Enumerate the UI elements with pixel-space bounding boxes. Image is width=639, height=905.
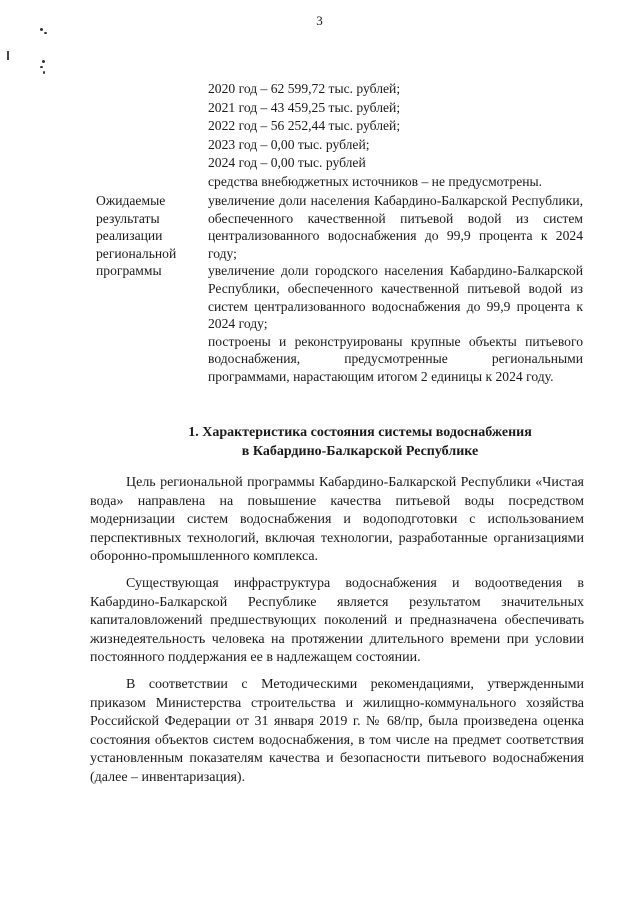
expected-result-item: построены и реконструированы крупные объекты питьевого водоснабжения, предусмотренные региональными программами, нарастающим итогом 2 единицы к 2024 году. xyxy=(208,333,583,384)
funding-line: 2023 год – 0,00 тыс. рублей; xyxy=(208,136,370,152)
body-paragraph: Существующая инфраструктура водоснабжения и водоотведения в Кабардино-Балкарской Республике является результатом значительных капиталовложений предшествующих поколений и предназначена обеспечивать жизнедеятельность человека на протяжении длительного времени при условии постоянного поддержания ее в надлежащем состоянии. xyxy=(90,575,584,666)
section-heading xyxy=(120,424,600,461)
funding-line: 2022 год – 56 252,44 тыс. рублей; xyxy=(208,118,401,134)
expected-result-item: увеличение доли населения Кабардино-Балкарской Республики, обеспеченного качественной питьевой водой из систем централизованного водоснабжения до 99,9 процента к 2024 году; xyxy=(208,193,583,261)
funding-line: 2021 год – 43 459,25 тыс. рублей; xyxy=(208,99,401,115)
page-number: 3 xyxy=(316,13,323,28)
body-paragraph: Цель региональной программы Кабардино-Балкарской Республики «Чистая вода» направлена на повышение качества питьевой воды посредством модернизации систем водоснабжения и водоподготовки с использованием перспективных технологий, включая технологии, разработанные организациями оборонно-промышленного комплекса. xyxy=(90,475,584,565)
expected-result-item: увеличение доли городского населения Кабардино-Балкарской Республики, обеспеченного качественной питьевой водой из систем централизованного водоснабжения до 99,9 процента к 2024 году; xyxy=(208,263,583,332)
scan-speck-marks xyxy=(38,24,52,80)
scan-edge-mark xyxy=(7,51,9,60)
section-body xyxy=(90,474,584,796)
funding-block xyxy=(208,80,583,192)
funding-line: средства внебюджетных источников – не предусмотрены. xyxy=(208,173,543,189)
section-heading-line: 1. Характеристика состояния системы водоснабжения xyxy=(188,425,532,440)
funding-line: 2020 год – 62 599,72 тыс. рублей; xyxy=(208,81,401,96)
body-paragraph: В соответствии с Методическими рекомендациями, утвержденными приказом Министерства строительства и жилищно-коммунального хозяйства Российской Федерации от 31 января 2019 г. № 68/пр, была произведена оценка состояния объектов систем водоснабжения, в том числе на предмет соответствия установленным показателям качества и безопасности питьевого водоснабжения (далее – инвентаризация). xyxy=(90,676,584,785)
passport-row-label: Ожидаемые результаты реализации региональной программы xyxy=(96,193,177,279)
funding-line: 2024 год – 0,00 тыс. рублей xyxy=(208,155,366,171)
section-heading-line: в Кабардино-Балкарской Республике xyxy=(241,443,479,459)
passport-row-value xyxy=(208,192,583,386)
